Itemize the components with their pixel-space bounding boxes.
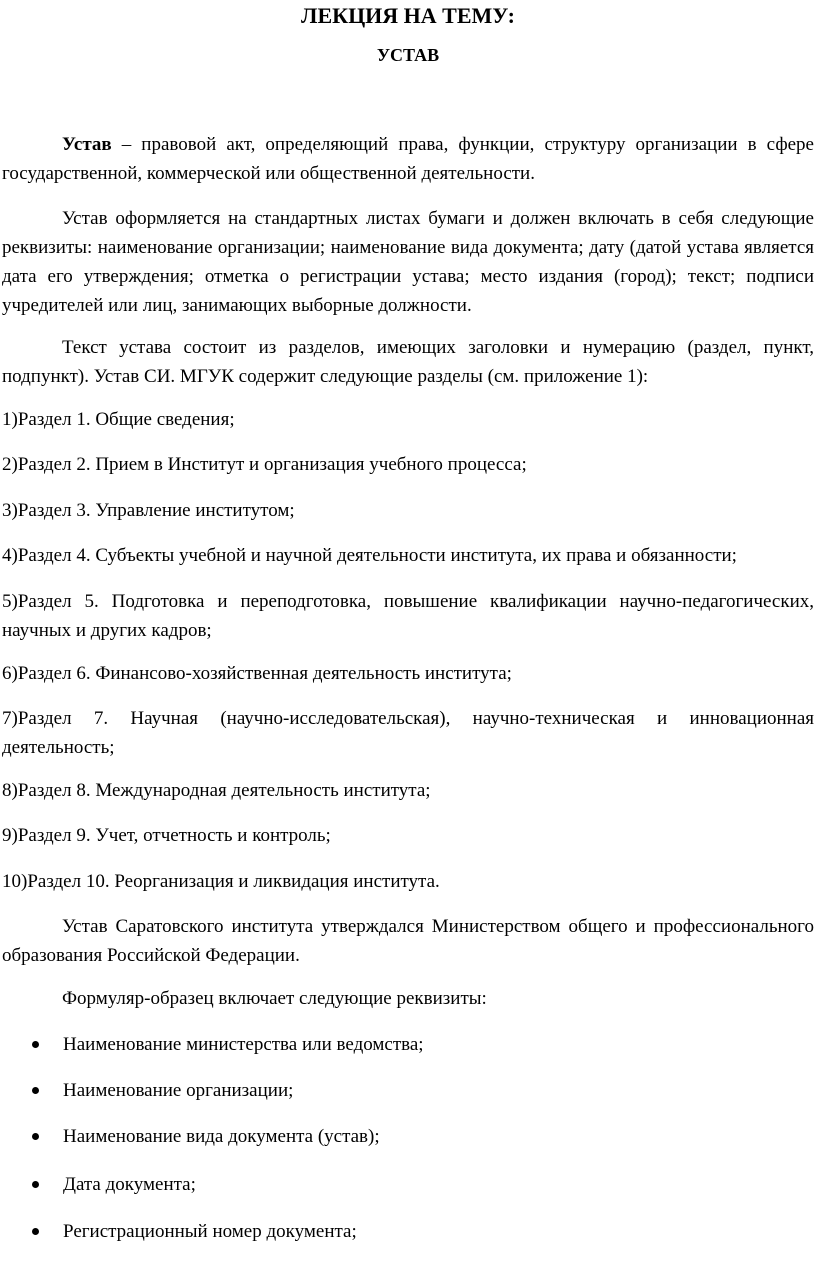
- section-item: 8)Раздел 8. Международная деятельность института;: [2, 780, 431, 801]
- section-item: 6)Раздел 6. Финансово-хозяйственная деятельность института;: [2, 663, 512, 684]
- requisites-paragraph: Устав оформляется на стандартных листах бумаги и должен включать в себя следующие реквизиты: наименование организации; наименование вида документа; дату (датой устава является дата его утверждения; отметка о регистрации устава; место издания (город); текст; подписи учредителей или лиц, занимающих выборные должности.: [2, 208, 814, 316]
- bullet-icon: [32, 1087, 39, 1094]
- bullet-icon: [32, 1041, 39, 1048]
- requisite-text: Наименование министерства или ведомства;: [63, 1034, 424, 1055]
- bullet-icon: [32, 1133, 39, 1140]
- requisite-text: Дата документа;: [63, 1174, 196, 1195]
- requisite-text: Наименование организации;: [63, 1080, 294, 1101]
- definition-term: Устав: [62, 134, 112, 155]
- section-item: 10)Раздел 10. Реорганизация и ликвидация института.: [2, 871, 440, 892]
- section-item: 5)Раздел 5. Подготовка и переподготовка, повышение квалификации научно-педагогических, научных и других кадров;: [2, 591, 814, 641]
- requisite-list-item: [0, 1217, 816, 1246]
- requisite-text: Наименование вида документа (устав);: [63, 1126, 380, 1147]
- section-item: 9)Раздел 9. Учет, отчетность и контроль;: [2, 825, 331, 846]
- section-item: 3)Раздел 3. Управление институтом;: [2, 500, 295, 521]
- approval-paragraph: Устав Саратовского института утверждался Министерством общего и профессионального образования Российской Федерации.: [2, 916, 814, 966]
- form-paragraph: Формуляр-образец включает следующие реквизиты:: [62, 988, 487, 1009]
- definition-text: – правовой акт, определяющий права, функции, структуру организации в сфере государственной, коммерческой или общественной деятельности.: [2, 134, 814, 184]
- requisite-list-item: [0, 1076, 816, 1105]
- definition-paragraph: [2, 130, 814, 188]
- requisite-text: Регистрационный номер документа;: [63, 1221, 357, 1242]
- requisite-list-item: [0, 1170, 816, 1199]
- bullet-icon: [32, 1228, 39, 1235]
- page-subtitle: УСТАВ: [376, 45, 440, 65]
- structure-paragraph: Текст устава состоит из разделов, имеющих заголовки и нумерацию (раздел, пункт, подпункт). Устав СИ. МГУК содержит следующие разделы (см. приложение 1):: [2, 337, 814, 387]
- section-item: 4)Раздел 4. Субъекты учебной и научной деятельности института, их права и обязанности;: [2, 545, 737, 566]
- bullet-icon: [32, 1181, 39, 1188]
- requisite-list-item: [0, 1122, 816, 1151]
- section-item: 7)Раздел 7. Научная (научно-исследовательская), научно-техническая и инновационная деятельность;: [2, 708, 814, 758]
- requisite-list-item: [0, 1030, 816, 1059]
- page-title: ЛЕКЦИЯ НА ТЕМУ:: [301, 3, 515, 28]
- section-item: 2)Раздел 2. Прием в Институт и организация учебного процесса;: [2, 454, 527, 475]
- section-item: 1)Раздел 1. Общие сведения;: [2, 409, 235, 430]
